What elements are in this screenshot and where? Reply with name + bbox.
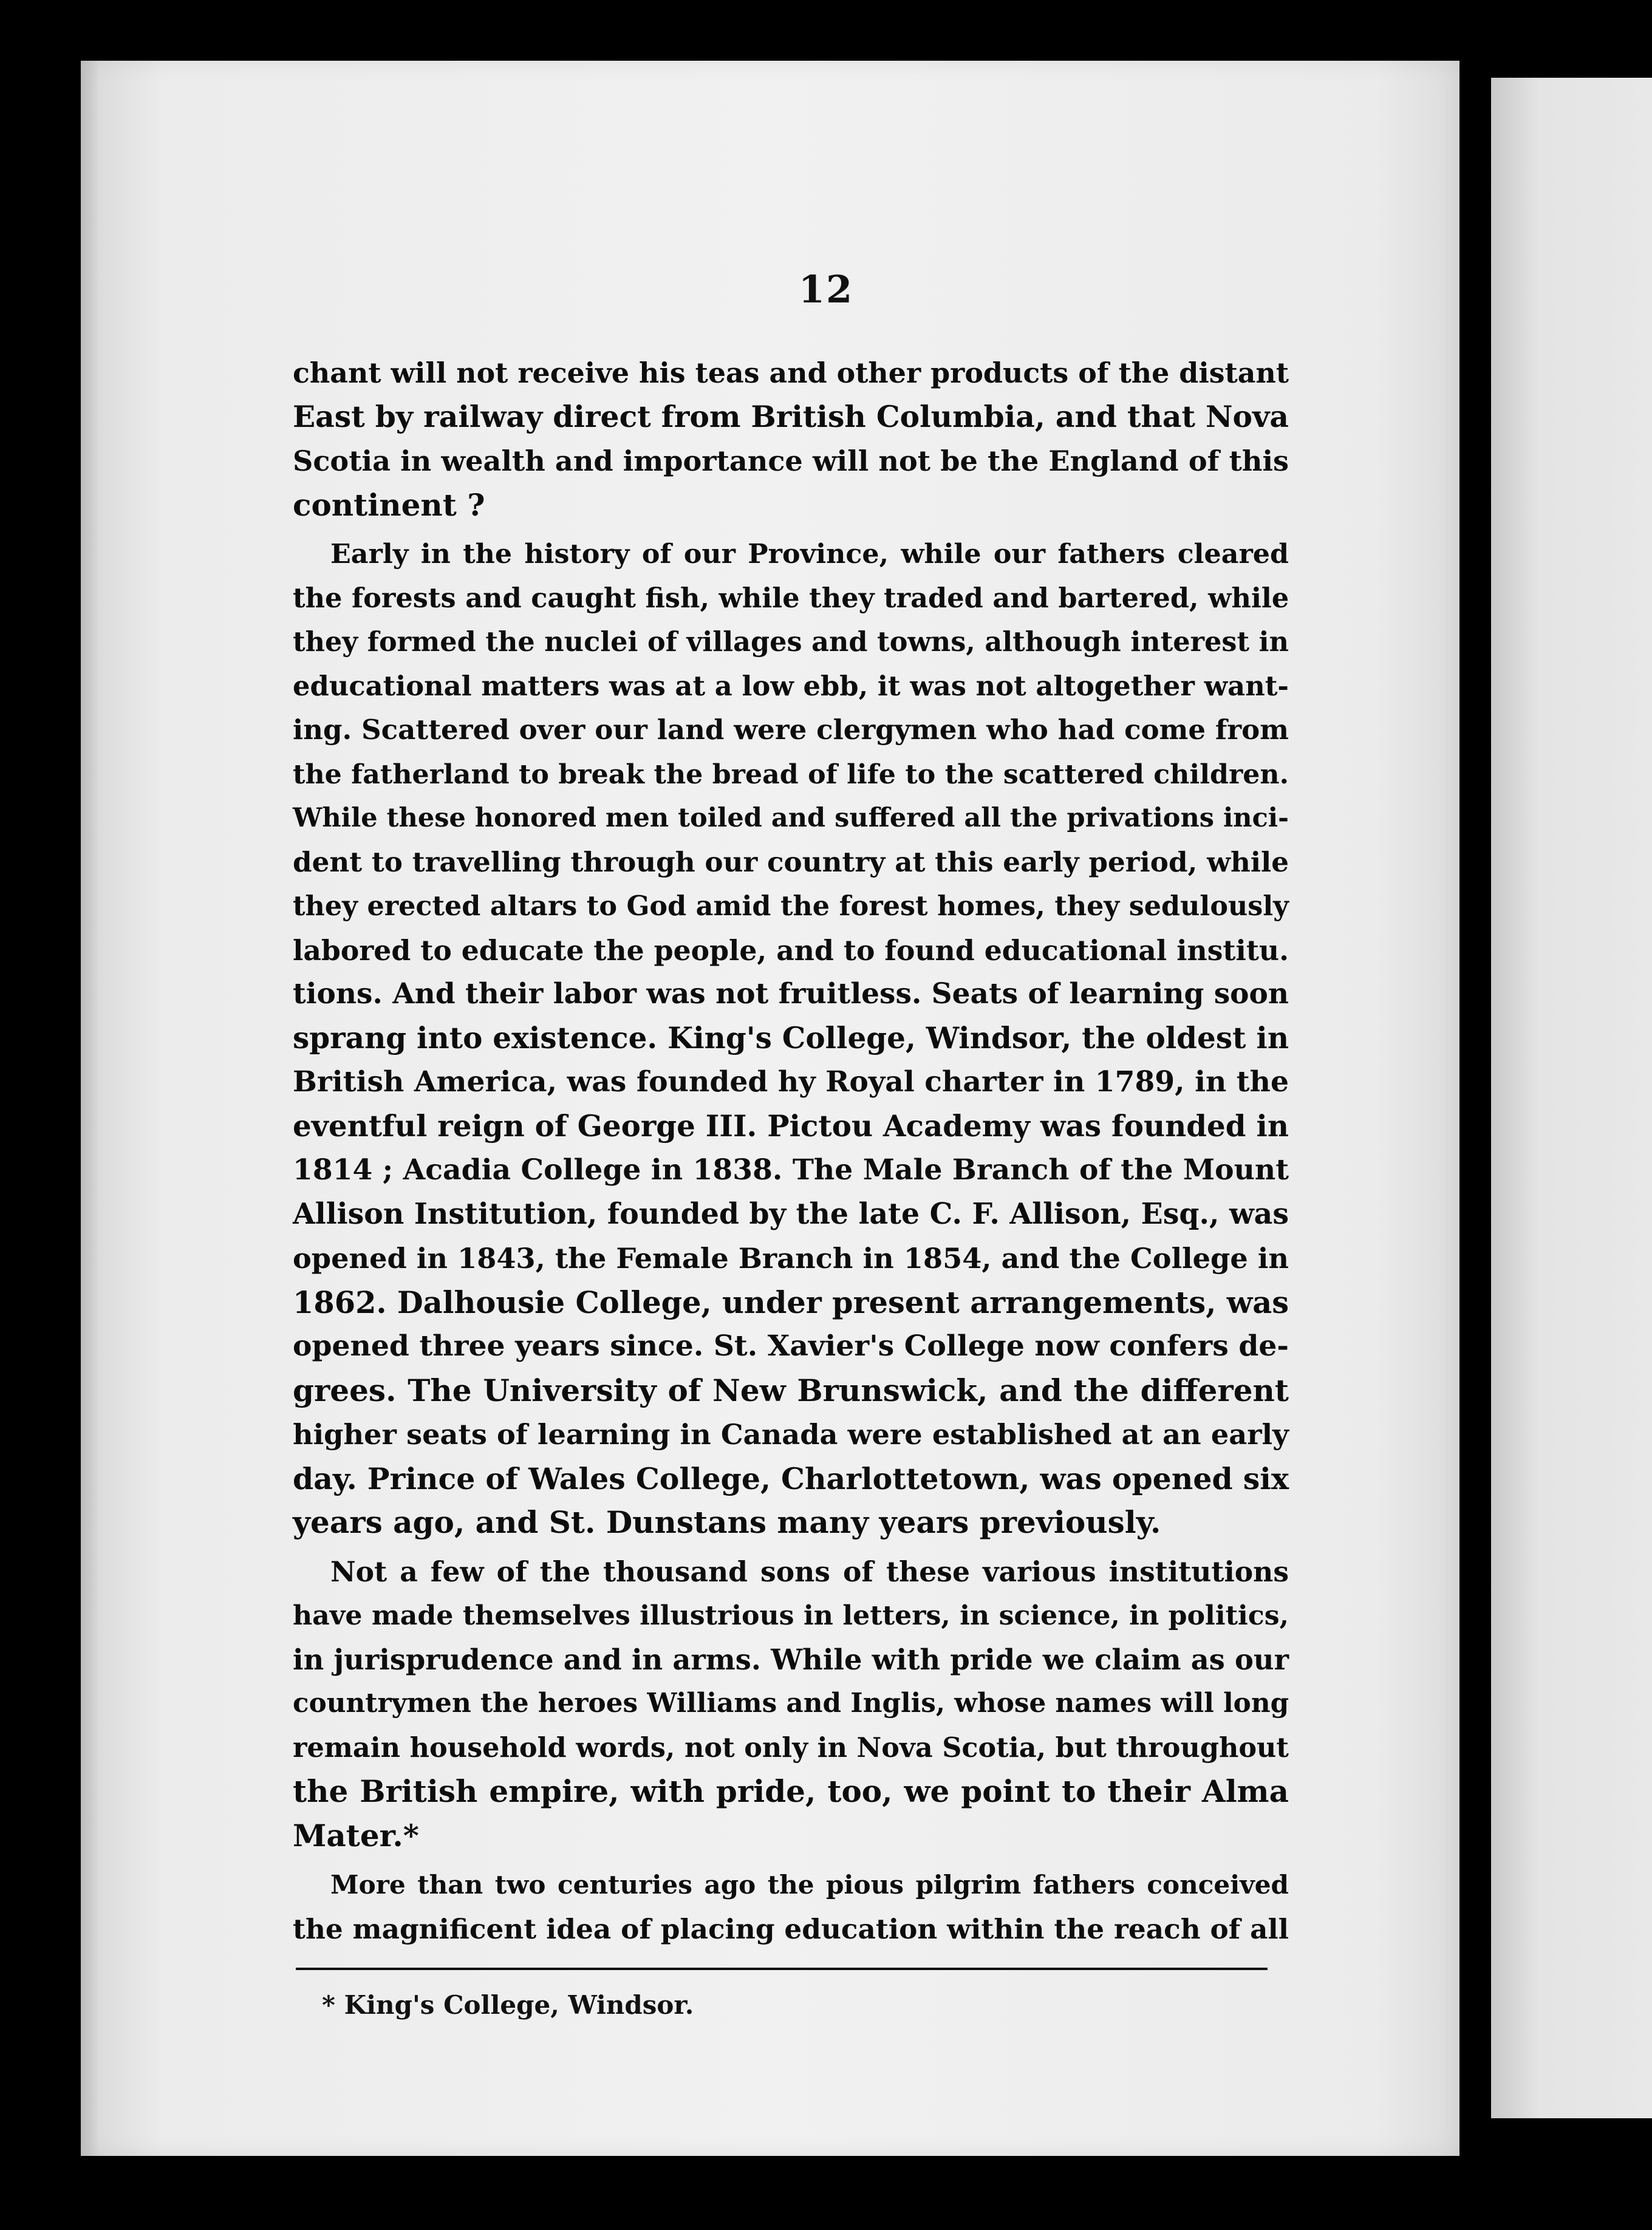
text-line: higher seats of learning in Canada were established at an early	[293, 1418, 1289, 1451]
text-line: Allison Institution, founded by the late C. F. Allison, Esq., was	[293, 1197, 1289, 1231]
text-line: the magnificent idea of placing education within the reach of all	[293, 1912, 1289, 1945]
text-line: labored to educate the people, and to found educational institu.	[293, 933, 1289, 967]
page-binding-shadow	[81, 61, 99, 2156]
text-line: sprang into existence. King's College, Windsor, the oldest in	[293, 1020, 1289, 1055]
text-line: day. Prince of Wales College, Charlottetown, was opened six	[293, 1461, 1289, 1496]
text-line: opened in 1843, the Female Branch in 1854, and the College in	[293, 1242, 1289, 1275]
text-line: Early in the history of our Province, while our fathers cleared	[330, 538, 1289, 570]
text-line: 1814 ; Acadia College in 1838. The Male Branch of the Mount	[293, 1153, 1289, 1187]
text-line: eventful reign of George III. Pictou Academy was founded in	[293, 1109, 1289, 1144]
text-line: dent to travelling through our country at this early period, while	[293, 845, 1289, 878]
text-line: the fatherland to break the bread of life to the scattered children.	[293, 758, 1289, 790]
text-line: Mater.*	[293, 1817, 419, 1853]
paragraph	[293, 1863, 1289, 1951]
footnote-rule	[296, 1968, 1268, 1970]
text-line: 1862. Dalhousie College, under present arrangements, was	[293, 1284, 1289, 1320]
text-line: the forests and caught fish, while they traded and bartered, while	[293, 581, 1289, 614]
text-line: tions. And their labor was not fruitless. Seats of learning soon	[293, 977, 1289, 1011]
body-text	[293, 351, 1289, 1951]
text-line: grees. The University of New Brunswick, and the different	[293, 1372, 1289, 1408]
page-number: 12	[798, 267, 854, 312]
paragraph	[293, 532, 1289, 1545]
text-line: years ago, and St. Dunstans many years previously.	[293, 1504, 1161, 1540]
text-line: in jurisprudence and in arms. While with pride we claim as our	[293, 1643, 1289, 1676]
text-line: While these honored men toiled and suffered all the privations inci-	[293, 803, 1289, 833]
text-line: countrymen the heroes Williams and Inglis, whose names will long	[293, 1688, 1289, 1719]
text-line: Scotia in wealth and importance will not be the England of this	[293, 445, 1289, 477]
text-line: remain household words, not only in Nova Scotia, but throughout	[293, 1731, 1289, 1764]
text-line: British America, was founded hy Royal charter in 1789, in the	[293, 1065, 1289, 1099]
text-line: East by railway direct from British Columbia, and that Nova	[293, 399, 1289, 434]
text-line: educational matters was at a low ebb, it was not altogether want-	[293, 669, 1289, 702]
text-line: continent ?	[293, 486, 485, 523]
text-line: the British empire, with pride, too, we point to their Alma	[293, 1773, 1289, 1809]
text-line: More than two centuries ago the pious pilgrim fathers conceived	[330, 1869, 1289, 1900]
paragraph	[293, 351, 1289, 527]
text-line: have made themselves illustrious in letters, in science, in politics,	[293, 1600, 1289, 1631]
text-line: chant will not receive his teas and other products of the distant	[293, 356, 1289, 389]
footnote: * King's College, Windsor.	[322, 1990, 694, 2020]
text-line: they formed the nuclei of villages and towns, although interest in	[293, 626, 1289, 658]
adjacent-page-edge	[1491, 78, 1652, 2118]
text-line: ing. Scattered over our land were clergymen who had come from	[293, 714, 1289, 746]
paragraph	[293, 1550, 1289, 1858]
text-line: Not a few of the thousand sons of these various institutions	[330, 1555, 1289, 1588]
text-line: opened three years since. St. Xavier's College now confers de-	[293, 1329, 1289, 1363]
text-line: they erected altars to God amid the forest homes, they sedulously	[293, 890, 1289, 922]
